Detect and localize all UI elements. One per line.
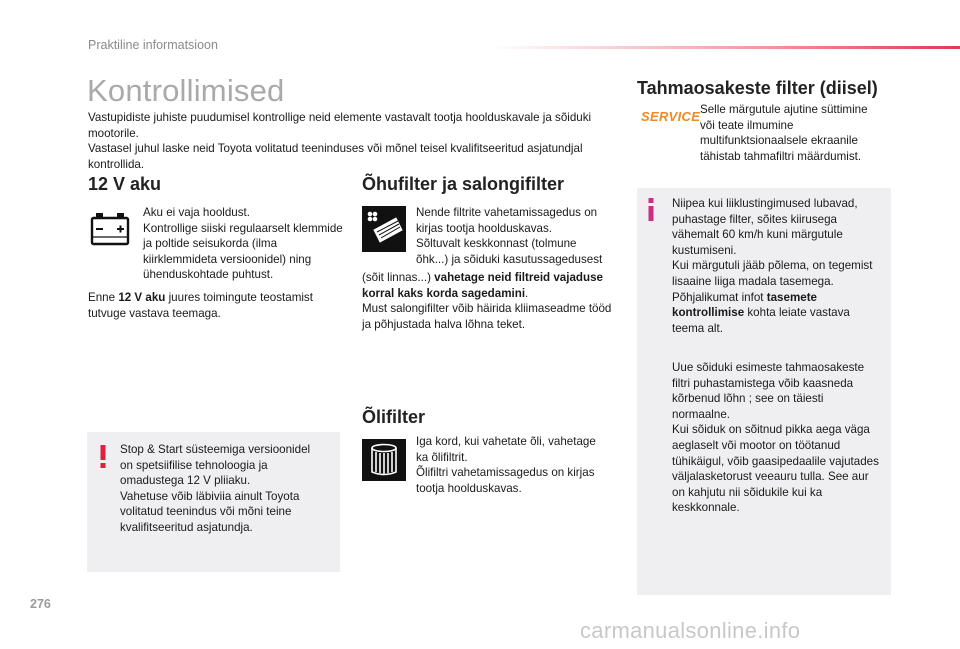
oil-filter-heading: Õlifilter [362,407,426,427]
particle-filter-text: Selle märgutule ajutine süttimine või teate ilmumine multifunktsionaalsele ekraanile tähistab tahmafiltri määrdumist. [700,103,868,163]
section-header: Praktiline informatsioon [88,38,218,52]
page-title: Kontrollimised [87,73,285,108]
battery-reference: Enne 12 V aku juures toimingute teostamist tutvuge vastava teemaga. [88,291,313,320]
oil-filter-icon [362,439,406,481]
battery-text: Aku ei vaja hooldust. Kontrollige siiski regulaarselt klemmide ja poltide seisukorda (ilma kiirklemmideta versioonidel) ning ühenduskohtade puhtust. [143,206,343,282]
intro-text [88,110,618,172]
watermark: carmanualsonline.info [580,618,801,643]
air-filter-heading: Õhufilter ja salongifilter [362,174,565,194]
car-battery-icon [88,206,132,252]
page-number: 276 [30,597,51,611]
intro-paragraph-1: Vastupidiste juhiste puudumisel kontrollige neid elemente vastavalt tootja hoolduskavale ja sõiduki mootorile. [88,111,592,140]
exclamation-icon [96,445,110,469]
header-divider [490,46,960,49]
info-icon [646,198,656,222]
service-warning-icon: SERVICE [641,109,701,124]
info-paragraph-2: Uue sõiduki esimeste tahmaosakeste filtri puhastamistega võib kaasneda kõrbenud lõhn ; see on täiesti normaalne. Kui sõiduk on sõitnud pikka aega väga aeglaselt või mootor on töötanud tühikäigul, võib gaasipedaalile vajutades väljalasketorust veeauru tulla. See aur on kahjutu nii sõidukile kui ka keskkonnale. [672,361,879,515]
particle-filter-heading: Tahmaosakeste filter (diisel) [637,78,878,98]
oil-filter-text: Iga kord, kui vahetate õli, vahetage ka õlifiltrit. Õlifiltri vahetamissagedus on kirjas tootja hoolduskavas. [416,435,596,495]
battery-heading: 12 V aku [88,174,162,194]
warning-text: Stop & Start süsteemiga versioonidel on spetsiifilise tehnoloogia ja omadustega 12 V pliiaku. Vahetuse võib läbiviia ainult Toyota volitatud teenindus või mõni teine kvalifitseeritud asjatundja. [120,443,311,534]
info-paragraph-1: Niipea kui liiklustingimused lubavad, puhastage filter, sõites kiirusega vähemalt 60 km/h kuni märgutule kustumiseni. Kui märgutuli jääb põlema, on tegemist lisaaine liiga madala tasemega. Põhjalikumat infot tasemete kontrollimise kohta leiate vastava teema alt. [672,197,873,335]
air-filter-icon [362,206,406,252]
intro-paragraph-2: Vastasel juhul laske neid Toyota volitatud teeninduses või mõnel teisel kvalifitseeritud asjatundjal kontrollida. [88,142,583,171]
air-filter-text-continued: (sõit linnas...) vahetage neid filtreid vajaduse korral kaks korda sagedamini. Must salongifilter võib häirida kliimaseadme tööd ja põhjustada halva lõhna teket. [362,271,612,331]
air-filter-text: Nende filtrite vahetamissagedus on kirjas tootja hoolduskavas. Sõltuvalt keskkonnast (tolmune õhk...) ja sõiduki kasutussagedusest [416,206,603,266]
